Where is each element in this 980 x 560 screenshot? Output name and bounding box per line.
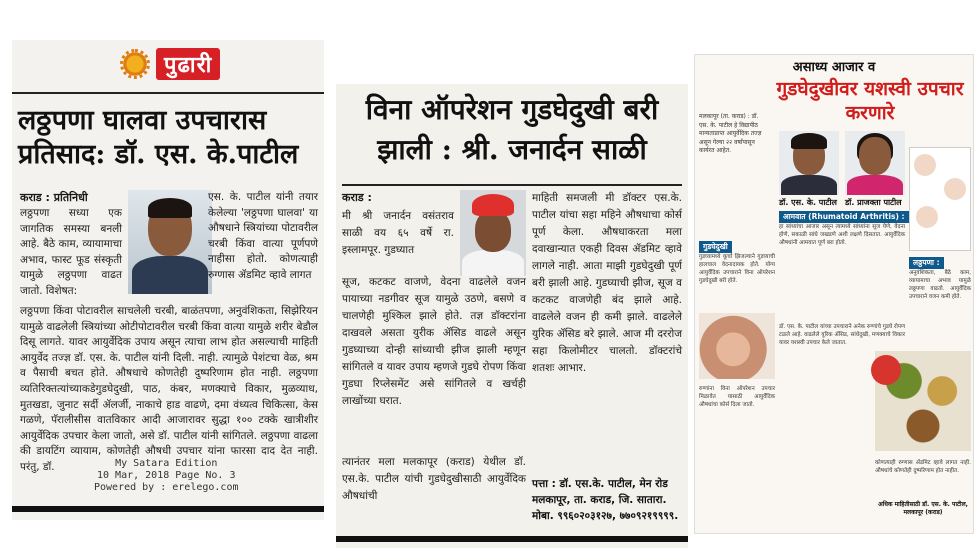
article-clipping-pudhari xyxy=(12,40,324,520)
contact-address: पत्ता : डॉ. एस.के. पाटील, मेन रोड मलकापूर, ता. कराड, जि. सातारा. मोबा. ९९६०२०३१२७, ७७०९२१९९९९. xyxy=(532,478,679,522)
kicker: असाध्य आजार व xyxy=(792,60,876,75)
arthritis-text: हा सांध्यांचा आजार असून त्यामध्ये सांध्यांना सूज येणे, वेदना होणे, सकाळी सांधे जखडणे अशी लक्षणे दिसतात. आयुर्वेदिक औषधांनी आमवात पूर्ण बरा होतो. xyxy=(779,224,905,246)
divider xyxy=(12,92,324,94)
doctor-photo-male xyxy=(779,131,839,195)
symptom-panel xyxy=(909,147,971,251)
edition-footer xyxy=(94,458,239,494)
article-body: लठ्ठपणा किंवा पोटावरील साचलेली चरबी, बाळंतपणा, अनुवंशिकता, सिझेरियन यामुळे वाढलेली स्त्रियांच्या ओटीपोटावरील चरबी किंवा वात्या यामुळे शरीर बेडौल दिसू लागते. यावर आयुर्वेदिक उपाय असून त्याचा लाभ होत असल्याची माहिती आयुर्वेद तज्ज्ञ डॉ. एस. के. पाटील यांनी दिली. नाही. त्यामुळे पेशंटचा वेळ, श्रम व पैसाची बचत होते. औषधाचे कोणतेही दुष्परिणाम होत नाही. लठ्ठपणा व्यतिरिक्तत्यांच्याकडेगुडघेदुखी, पाठ, कंबर, मणक्याचे विकार, मुळव्याध, मुतखडा, जुनाट सर्दी ॲलर्जी, नाकाचे हाड वाढणे, दमा वंध्यत्व चिकित्सा, केस गळणे, पॅरालीसीस वातविकार आदी आजारावर सुद्धा १०० टक्के खात्रीशीर आयुर्वेदिक उपचार केला जातो, असे डॉ. पाटील यांनी सांगितले. लठ्ठपणा वाढला की डायटिंग व्यायाम, कोणतेही औषधी उपचार यांना फारसा दाद देत नाही. परंतु, डॉ. xyxy=(20,305,318,473)
sun-emblem-icon xyxy=(120,49,150,79)
edition-date: 10 Mar, 2018 Page No. 3 xyxy=(97,470,236,481)
article-column-left-bottom: त्यानंतर मला मलकापूर (कराड) येथील डॉ. एस.के. पाटील यांची गुडघेदुखीसाठी आयुर्वेदिक औषधांची xyxy=(342,456,526,502)
doctor-photo xyxy=(128,190,212,294)
article-clipping-feature xyxy=(694,54,974,534)
byline: कराड : xyxy=(342,191,372,204)
section-obesity: लठ्ठपणा : xyxy=(909,257,944,269)
obesity-text: अनुवंशिकता, बैठे काम, व्यायामाचा अभाव यामुळे लठ्ठपणा वाढतो. आयुर्वेदिक उपचाराने वजन कमी होते. xyxy=(909,270,971,300)
newspaper-logo: पुढारी xyxy=(156,48,220,80)
bottom-rule xyxy=(12,506,324,512)
doctor-name-1: डॉ. एस. के. पाटील xyxy=(779,198,837,207)
byline: कराड : प्रतिनिधी xyxy=(20,191,88,204)
powered-by: Powered by : erelego.com xyxy=(94,482,239,493)
section-knee-pain: गुडघेदुखी xyxy=(699,241,732,253)
headline: लठ्ठपणा घालवा उपचारास प्रतिसाद: डॉ. एस. के.पाटील xyxy=(18,105,299,170)
article-clipping-testimonial xyxy=(336,84,688,548)
no-admission-text: कोणत्याही रुग्णास ॲडमिट व्हावे लागत नाही. औषधांचे कोणतेही दुष्परिणाम होत नाहीत. xyxy=(875,460,971,474)
patient-photo xyxy=(460,190,526,276)
masthead xyxy=(120,48,220,80)
intro-text: मलकापूर (ता. कराड) : डॉ. एस. के. पाटील हे विद्यापीठ मान्यताप्राप्त आयुर्वेदिक तज्ज्ञ असून गेल्या २२ वर्षांपासून कार्यरत आहेत. xyxy=(699,113,762,154)
contact-box: अधिक माहितीसाठी डॉ. एस. के. पाटील, मलकापूर (कराड) xyxy=(878,501,968,516)
red-circle-icon xyxy=(871,355,901,385)
article-column-left: सूज, कटकट वाजणे, वेदना वाढलेले वजन पायाच्या नडगीवर सूज यामुळे उठणे, बसणे व चालणेही मुश्किल झाले होते. तज्ञ डॉक्टरांना दाखवले असता युरीक ॲसिड वाढले असून गुडघ्याच्या दोन्ही सांध्याची झीज झाली म्हणून सांगितले व यावर उपाय म्हणजे गुडघे रोपण किंवा गुडघा रिप्लेसमेंट असे सांगितले व खर्चही लाखोंच्या घरात. xyxy=(342,276,526,407)
treatment-text: रुग्णांना विना ऑपरेशन उपचार मिळावेत यासाठी आयुर्वेदिक औषधांचा कोर्स दिला जातो. xyxy=(699,386,775,408)
edition-name: My Satara Edition xyxy=(115,458,218,469)
headline: विना ऑपरेशन गुडघेदुखी बरी झाली : श्री. जनार्दन साळी xyxy=(365,93,659,166)
success-text: डॉ. एस. के. पाटील यांच्या उपचाराने अनेक रुग्णांचे गुडघे रोपण टळले आहे. वाढलेले युरिक ॲसिड, सांधेदुखी, मणक्याचे विकार यावर यशस्वी उपचार केले जातात. xyxy=(779,324,905,346)
article-column-left: लठ्ठपणा सध्या एक जागतिक समस्या बनली आहे. बैठे काम, व्यायामाचा अभाव, फास्ट फूड संस्कृती यामुळे लठ्ठपणा वाढत जातो. विशेषत: xyxy=(20,207,122,297)
section-rheumatoid-arthritis: आमवात (Rhumatoid Arthritis) : xyxy=(779,211,909,223)
article-column-right: एस. के. पाटील यांनी तयार केलेल्या 'लठ्ठपणा घालवा' या औषधाने स्त्रियांच्या पोटावरील चरबी किंवा वात्या पूर्णपणे नाहीसा होतो. कोणत्याही रुग्णास ॲडमिट व्हावे लागत xyxy=(208,191,318,281)
article-column-right: माहिती समजली मी डॉक्टर एस.के. पाटील यांचा सहा महिने औषधाचा कोर्स पूर्ण केला. औषधाकरता मला दवाखान्यात एकही दिवस ॲडमिट व्हावे लागले नाही. आता माझी गुडघेदुखी पूर्ण बरी झाली आहे. गुडघ्याची झीज, सूज व कटकट वाजणेही बंद झाले आहे. वाढलेले वजन ही कमी झाले. वाढलेले युरिक ॲसिड बरे झाले. आज मी दररोज सहा किलोमीटर चालतो. डॉक्टरांचे शतशः आभार. xyxy=(532,192,682,374)
divider xyxy=(342,184,682,186)
knee-pain-text: गुडघ्यामध्ये कूर्चा झिजल्याने गुडघ्याची हालचाल वेदनादायक होते. योग्य आयुर्वेदिक उपचाराने विना ऑपरेशन गुडघेदुखी बरी होते. xyxy=(699,254,775,284)
article-column-left-top: मी श्री जनार्दन वसंतराव साळी वय ६५ वर्षे रा. इस्लामपूर. गुडघ्यात xyxy=(342,210,454,256)
headline: गुडघेदुखीवर यशस्वी उपचार करणारे xyxy=(776,78,964,124)
bottom-rule xyxy=(336,536,688,542)
doctor-photo-female xyxy=(845,131,905,195)
doctor-name-2: डॉ. प्राजक्ता पाटील xyxy=(845,198,902,207)
knee-image xyxy=(699,313,775,379)
